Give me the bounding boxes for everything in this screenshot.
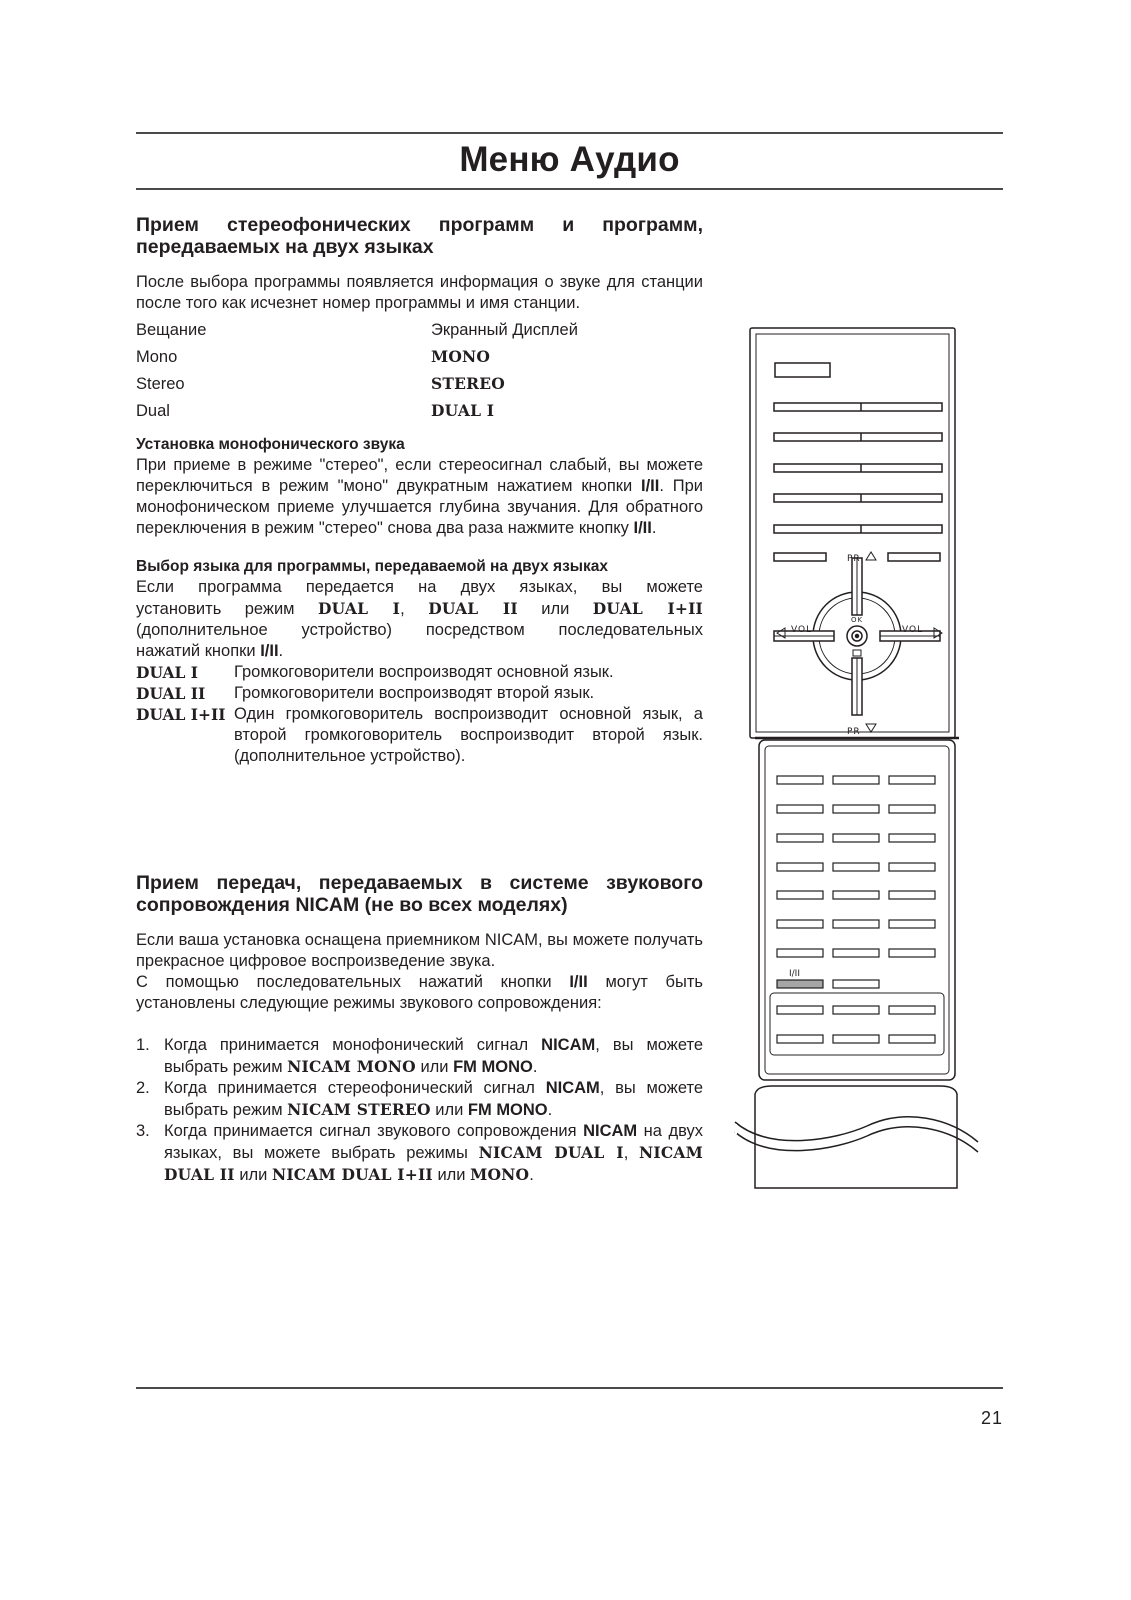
step-number: 3.	[136, 1122, 150, 1140]
mode-label: DUAL I	[317, 599, 401, 618]
text: .	[547, 1101, 553, 1119]
remote-button	[888, 553, 940, 561]
text: .	[651, 519, 657, 537]
mode-label: FM MONO	[453, 1058, 533, 1076]
mode-description: Один громкоговоритель воспроизводит основной язык, а второй громкоговоритель воспроизводит второй язык. (дополнительное устройство).	[234, 705, 703, 765]
key-label: I/II	[641, 477, 660, 495]
nicam-paragraph-2	[136, 972, 703, 1014]
nicam-paragraph-1: Если ваша установка оснащена приемником NICAM, вы можете получать прекрасное цифровое воспроизведение звука.	[136, 931, 703, 970]
i-ii-label: I/II	[789, 969, 800, 979]
remote-keypad	[777, 776, 935, 988]
text: NICAM	[541, 1036, 596, 1054]
remote-button-row	[774, 525, 942, 533]
subheading-mono-setting: Установка монофонического звука	[136, 436, 405, 453]
remote-function-panel	[770, 993, 944, 1055]
arrow-up-icon	[866, 552, 876, 560]
text: . При монофоническом приеме улучшается глубина звучания. Для обратного переключения в режим "стерео" снова два раза нажмите кнопку	[136, 477, 703, 537]
subheading-dual-language: Выбор языка для программы, передаваемой на двух языках	[136, 558, 609, 575]
dual-line-2	[136, 598, 703, 620]
top-rule	[136, 132, 1003, 134]
text: нажатий кнопки	[136, 642, 256, 660]
text: или	[435, 1101, 464, 1119]
table-cell-display: MONO	[431, 347, 491, 366]
section-nicam	[136, 872, 703, 1186]
vol-right-label: VOL	[902, 625, 924, 635]
text: С помощью последовательных нажатий кнопки	[136, 973, 552, 991]
text: или	[239, 1166, 268, 1184]
text: NICAM	[545, 1079, 600, 1097]
text: или	[420, 1058, 449, 1076]
remote-button-row	[774, 494, 942, 502]
remote-button-row	[774, 403, 942, 411]
intro-paragraph: После выбора программы появляется информация о звуке для станции после того как исчезнет номер программы и имя станции.	[136, 273, 703, 312]
dual-mode-list	[136, 662, 703, 767]
text: .	[278, 642, 284, 660]
text: Когда принимается сигнал звукового сопровождения	[164, 1122, 577, 1140]
mode-label: FM MONO	[467, 1101, 548, 1119]
text: установить режим	[136, 600, 295, 618]
mode-term: DUAL II	[136, 684, 206, 703]
section-stereo-dual	[136, 214, 703, 767]
page-title: Меню Аудио	[459, 140, 680, 179]
text: Когда принимается стереофонический сигнал	[164, 1079, 535, 1097]
text: ,	[400, 600, 405, 618]
remote-button-row	[774, 464, 942, 472]
key-label: I/II	[260, 642, 279, 660]
table-cell-display: DUAL I	[431, 401, 495, 420]
dual-line-3: (дополнительное устройство) посредством последовательных	[136, 621, 703, 639]
dual-line-1: Если программа передается на двух языках, вы можете	[136, 578, 703, 596]
nicam-steps	[136, 1035, 703, 1186]
mode-label: NICAM DUAL I+II	[271, 1165, 433, 1184]
text: ,	[623, 1144, 629, 1162]
dual-line-4	[136, 641, 703, 662]
broadcast-display-table	[136, 319, 703, 422]
mode-label: MONO	[470, 1165, 530, 1184]
step-number: 2.	[136, 1079, 150, 1097]
mode-label: NICAM STEREO	[287, 1100, 431, 1119]
table-cell-broadcast: Stereo	[136, 375, 185, 393]
remote-button-row	[774, 433, 942, 441]
list-item	[136, 1121, 703, 1186]
text: При приеме в режиме "стерео", если стереосигнал слабый, вы можете переключиться в режим "моно" двукратным нажатием кнопки	[136, 456, 703, 495]
pr-down-label: PR	[847, 727, 861, 737]
remote-bottom-cap	[755, 1086, 957, 1188]
text: .	[529, 1166, 534, 1184]
text: на двух языках, вы можете выбрать режимы	[164, 1122, 703, 1162]
ok-label: OK	[851, 616, 864, 624]
table-cell-broadcast: Mono	[136, 348, 178, 366]
title-rule	[136, 188, 1003, 190]
text: или	[437, 1166, 466, 1184]
remote-button	[774, 553, 826, 561]
text: , вы можете выбрать режим	[164, 1036, 703, 1076]
mode-term: DUAL I	[136, 663, 199, 682]
text: , вы можете выбрать режим	[164, 1079, 703, 1119]
cut-line	[735, 1117, 978, 1142]
pr-up-label: PR	[847, 554, 861, 564]
table-header-broadcast: Вещание	[136, 321, 207, 339]
text: Когда принимается монофонический сигнал	[164, 1036, 529, 1054]
mode-label: NICAM DUAL II	[164, 1143, 703, 1184]
table-cell-broadcast: Dual	[136, 402, 170, 420]
table-cell-display: STEREO	[431, 374, 505, 393]
mono-setting-paragraph	[136, 455, 703, 539]
remote-control-illustration	[730, 325, 980, 1225]
text: или	[541, 600, 570, 618]
section-heading: Прием стереофонических программ и программ, передаваемых на двух языках	[136, 214, 703, 258]
remote-lower-body	[759, 740, 955, 1080]
remote-power-button	[775, 363, 830, 377]
key-label: I/II	[633, 519, 652, 537]
arrow-down-icon	[866, 724, 876, 732]
page-number: 21	[980, 1408, 1003, 1428]
text: .	[532, 1058, 538, 1076]
text: NICAM	[583, 1122, 638, 1140]
step-number: 1.	[136, 1036, 150, 1054]
key-label: I/II	[569, 973, 588, 991]
list-item	[136, 1078, 703, 1121]
mode-label: NICAM MONO	[287, 1057, 416, 1076]
list-item	[136, 1035, 703, 1078]
bottom-rule	[136, 1387, 1003, 1389]
mode-term: DUAL I+II	[136, 705, 226, 724]
mode-description: Громкоговорители воспроизводят второй язык.	[234, 684, 595, 702]
i-ii-button	[777, 980, 823, 988]
mode-label: DUAL II	[428, 599, 518, 618]
mode-label: DUAL I+II	[592, 599, 703, 618]
text: могут быть установлены следующие режимы звукового сопровождения:	[136, 973, 703, 1012]
vol-left-label: VOL	[791, 625, 813, 635]
table-header-display: Экранный Дисплей	[431, 321, 578, 339]
section-heading: Прием передач, передаваемых в системе звукового сопровождения NICAM (не во всех моделях)	[136, 872, 703, 916]
mode-label: NICAM DUAL I	[478, 1143, 624, 1162]
mode-description: Громкоговорители воспроизводят основной язык.	[234, 663, 614, 681]
